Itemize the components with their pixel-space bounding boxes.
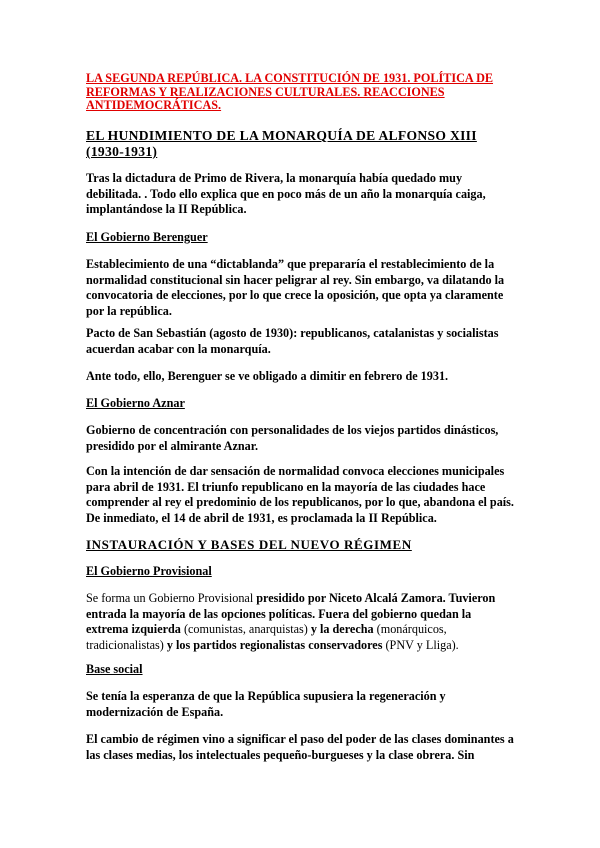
document-title: LA SEGUNDA REPÚBLICA. LA CONSTITUCIÓN DE 1931. POLÍTICA DE REFORMAS Y REALIZACIONES CULTURALES. REACCIONES ANTIDEMOCRÁTICAS. [86,71,494,112]
subheading-gobierno-berenguer: El Gobierno Berenguer [86,230,208,244]
provisional-text-1: Se forma un Gobierno Provisional [86,591,257,605]
section-heading-line-2: (1930-1931) [86,144,158,159]
section-heading-instauracion: INSTAURACIÓN Y BASES DEL NUEVO RÉGIMEN [86,537,412,552]
subheading-gobierno-provisional: El Gobierno Provisional [86,564,212,578]
aznar-paragraph-2: Con la intención de dar sensación de normalidad convoca elecciones municipales para abril de 1931. El triunfo republicano en la mayoría de las ciudades hace comprender al rey el predominio de los republicanos, por lo que, abandona el país. De inmediato, el 14 de abril de 1931, es proclamada la II República. [86,464,514,525]
base-social-paragraph-1: Se tenía la esperanza de que la República supusiera la regeneración y modernización de España. [86,689,446,719]
provisional-text-2: presidido por Niceto Alcalá Zamora. Tuvieron entrada la mayoría de las opciones políticas. Fuera del gobierno quedan la extrema izquierda [86,591,496,636]
base-social-paragraph-2: El cambio de régimen vino a significar el paso del poder de las clases dominantes a las clases medias, los intelectuales pequeño-burgueses y la clase obrera. Sin [86,732,514,762]
provisional-text-7: (PNV y Lliga). [382,637,459,652]
provisional-text-4: y la derecha [310,622,374,636]
intro-paragraph: Tras la dictadura de Primo de Rivera, la monarquía había quedado muy debilitada. . Todo ello explica que en poco más de un año la monarquía caiga, implantándose la II República. [86,171,486,216]
subheading-gobierno-aznar: El Gobierno Aznar [86,396,185,410]
section-heading-hundimiento [86,128,516,160]
provisional-text-3: (comunistas, anarquistas) [180,622,311,636]
subheading-base-social: Base social [86,662,143,676]
section-heading-line-1: EL HUNDIMIENTO DE LA MONARQUÍA DE ALFONSO XIII [86,128,477,143]
provisional-text-6: y los partidos regionalistas conservadores [166,637,383,652]
provisional-text-5: (monárquicos, tradicionalistas) [86,622,447,652]
provisional-paragraph [86,591,516,653]
berenguer-paragraph-3: Ante todo, ello, Berenguer se ve obligado a dimitir en febrero de 1931. [86,369,449,383]
berenguer-paragraph-1: Establecimiento de una “dictablanda” que prepararía el restablecimiento de la normalidad constitucional sin hacer peligrar al rey. Sin embargo, va dilatando la convocatoria de elecciones, por lo que crece la oposición, que opta ya claramente por la república. [86,257,505,318]
aznar-paragraph-1: Gobierno de concentración con personalidades de los viejos partidos dinásticos, presidido por el almirante Aznar. [86,423,499,453]
berenguer-paragraph-2: Pacto de San Sebastián (agosto de 1930): republicanos, catalanistas y socialistas acuerdan acabar con la monarquía. [86,326,499,356]
